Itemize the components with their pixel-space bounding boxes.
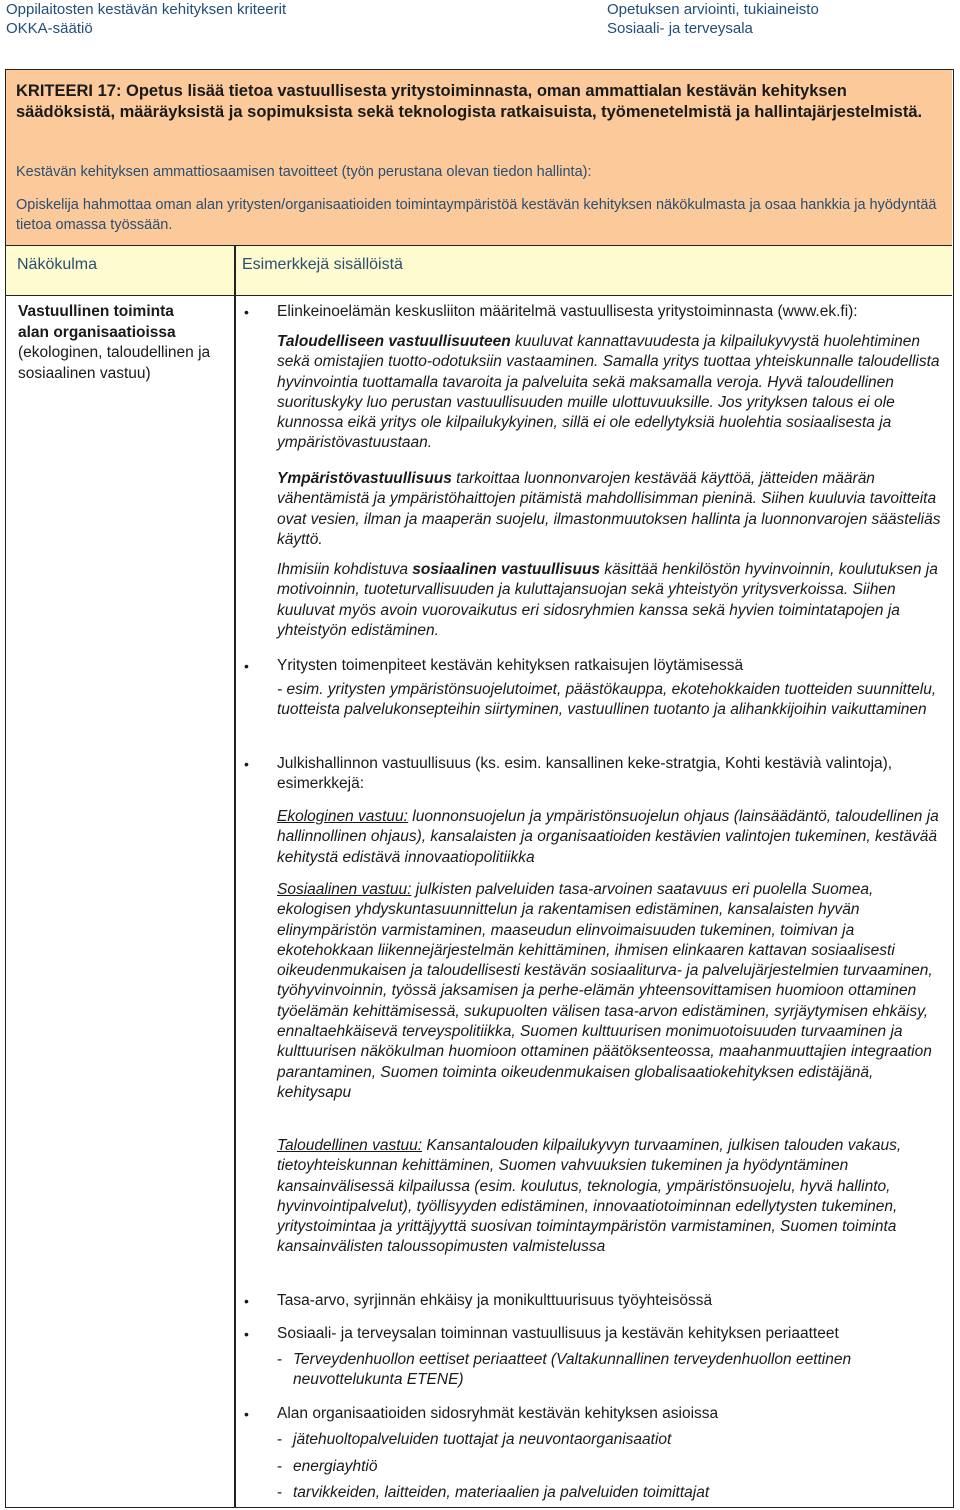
perspective-title-line2: alan organisaatioissa [18, 323, 176, 341]
paragraph-social-responsibility [277, 560, 947, 641]
criterion-table [5, 69, 954, 1508]
paragraph-economic-public [277, 1136, 947, 1258]
criterion-title: KRITEERI 17: Opetus lisää tietoa vastuullisesta yritystoiminnasta, oman ammattialan kestävän kehityksen säädöksistä, määräyksistä ja sopimuksista sekä teknologista ratkaisuista, työmenetelmistä ja hallintajärjestelmistä. [16, 82, 923, 121]
bullet-public-administration: Julkishallinnon vastuullisuus (ks. esim. kansallinen keke-stratgia, Kohti kestävià valintoja), esimerkkejä: [277, 755, 893, 793]
dash-marker: - [277, 1484, 283, 1501]
header-left [6, 0, 286, 38]
paragraph-ecological-responsibility [277, 807, 947, 868]
column-header-row [6, 246, 952, 296]
text-social: käsittää henkilöstön hyvinvoinnin, koulutuksen ja motivoinnin, tuoteturvallisuuden ja kuluttajansuojan sekä yhteistyön yritysverkoissa. Siihen kuuluvat myös avoin vuorovaikutus eri sidosryhmien kanssa sekä hyvien toimintatapojen ja yhteistyön edistäminen. [277, 561, 938, 639]
bullet-ek-definition: Elinkeinoelämän keskusliiton määritelmä vastuullisesta yritystoiminnasta (www.ek.fi): [277, 303, 858, 320]
bullet-icon: • [244, 1406, 249, 1422]
bullet-healthcare-principles: Sosiaali- ja terveysalan toiminnan vastuullisuus ja kestävän kehityksen periaatteet [277, 1325, 839, 1342]
bullet-icon: • [244, 756, 249, 772]
column-header-perspective: Näkökulma [17, 256, 98, 273]
bullet-stakeholders: Alan organisaatioiden sidosryhmät kestävän kehityksen asioissa [277, 1405, 719, 1422]
label-ecological: Ekologinen vastuu: [277, 808, 408, 825]
bullet-icon: • [244, 1293, 249, 1309]
goals-text: Opiskelija hahmottaa oman alan yritysten/organisaatioiden toimintaympäristöä kestävän kehityksen näkökulmasta ja osaa hankkia ja hyödyntää tietoa omassa työssään. [16, 197, 937, 233]
paragraph-economic-responsibility [277, 332, 947, 454]
header-doc-title: Oppilaitosten kestävän kehityksen kriteerit [6, 1, 287, 18]
label-economic: Taloudellinen vastuu: [277, 1137, 423, 1154]
perspective-detail: (ekologinen, taloudellinen ja sosiaalinen vastuu) [18, 344, 211, 382]
term-economic: Taloudelliseen vastuullisuuteen [277, 333, 511, 350]
goals-heading: Kestävän kehityksen ammattiosaamisen tavoitteet (työn perustana olevan tiedon hallinta): [16, 164, 592, 180]
page-header [0, 0, 960, 44]
text-economic: kuuluvat kannattavuudesta ja kilpailukyvystä huolehtiminen sekä omistajien tuotto-odotuksiin vastaaminen. Samalla yritys tuottaa yhteiskunnalle taloudellista hyvinvointia tuottamalla tavaroita ja palveluita sekä maksamalla veroja. Hyvä taloudellinen suorituskyky luo perustan vastuullisuuden muille ulottuvuuksille. Jos yrityksen talous ei ole kunnossa eikä yritys ole kilpailukykyinen, sillä ei ole edellytyksiä huolehtia sosiaalisesta ja ympäristövastuustaan. [277, 333, 940, 452]
header-organization: OKKA-säätiö [6, 20, 93, 37]
column-divider [234, 246, 236, 1508]
paragraph-environmental-responsibility [277, 469, 947, 550]
dash-marker: - [277, 1351, 283, 1368]
text-social-public: julkisten palveluiden tasa-arvoinen saatavuus eri puolella Suomea, ekologisen yhdyskuntasuunnittelun ja rakentamisen edistäminen, kansalaisten hyvän elinympäristön varmistaminen, maaseudun elinvoimaisuuden tukeminen, toimivan ja ekotehokkaan liikennejärjestelmän kehittäminen, ihmisen elinkaaren kattavan sosiaalisesti oikeudenmukaisen ja taloudellisesti kestävän sosiaaliturva- ja palvelujärjestelmien turvaaminen, työhyvinvoinnin, työssä jaksamisen ja perhe-elämän yhteensovittamisen huomioon ottaminen työelämän kehittämisessä, sukupuolten välisen tasa-arvon edistäminen, syrjäytymisen ehkäisy, ennaltaehkäisevä terveyspolitiikka, Suomen kulttuurisen monimuotoisuuden turvaaminen ja kulttuurisen näkökulman huomioon ottaminen päätöksenteossa, maahanmuuttajien integraation parantaminen, Suomen toiminta oikeudenmukaisen globalisaatiokehityksen edistäjänä, kehitysapu [277, 881, 933, 1101]
perspective-cell [18, 302, 228, 384]
column-header-examples: Esimerkkejä sisällöistä [242, 256, 403, 273]
stakeholder-item: jätehuoltopalveluiden tuottajat ja neuvontaorganisaatiot [293, 1431, 672, 1448]
criterion-header-cell [6, 70, 952, 246]
healthcare-ethics: Terveydenhuollon eettiset periaatteet (Valtakunnallinen terveydenhuollon eettinen neuvottelukunta ETENE) [293, 1351, 852, 1389]
perspective-title-line1: Vastuullinen toiminta [18, 303, 174, 320]
bullet-icon: • [244, 304, 249, 320]
text-ecological: luonnonsuojelun ja ympäristönsuojelun ohjaus (lainsäädäntö, taloudellinen ja hallinnollinen ohjaus), kansalaisten ja organisaatioiden kestävien valintojen tukeminen, kestävää kehitystä edistävä innovaatiopolitiikka [277, 808, 939, 866]
header-section: Opetuksen arviointi, tukiaineisto [607, 1, 819, 18]
text-economic-public: Kansantalouden kilpailukyvyn turvaaminen, julkisen talouden vakaus, tietoyhteiskunnan kehittäminen, Suomen vahvuuksien tukeminen ja hyödyntäminen kansainvälisessä kilpailussa (esim. koulutus, teknologia, ympäristönsuojelu, hyvä hallinto, hyvinvointipalvelut), työllisyyden edistäminen, innovaatiotoiminnan edellytysten tukeminen, yritystoimintaa ja yrittäjyyttä suosivan toimintaympäristön varmistaminen, Suomen toiminta kansainvälisten taloussopimusten valmistelussa [277, 1137, 902, 1256]
header-field: Sosiaali- ja terveysala [607, 20, 753, 37]
text-social-pre: Ihmisiin kohdistuva [277, 561, 413, 578]
dash-marker: - [277, 1431, 283, 1448]
bullet-company-actions: Yritysten toimenpiteet kestävän kehityksen ratkaisujen löytämisessä [277, 657, 744, 674]
stakeholder-item: energiayhtiö [293, 1458, 378, 1475]
term-environmental: Ympäristövastuullisuus [277, 470, 452, 487]
company-actions-examples: - esim. yritysten ympäristönsuojelutoimet, päästökauppa, ekotehokkaiden tuotteiden suunnittelu, tuotteista palvelukonsepteihin siirtyminen, vastuullinen tuotanto ja alihankkijoihin vaikuttaminen [277, 681, 937, 719]
bullet-equality: Tasa-arvo, syrjinnän ehkäisy ja monikulttuurisuus työyhteisössä [277, 1292, 713, 1309]
dash-marker: - [277, 1458, 283, 1475]
text-environmental: tarkoittaa luonnonvarojen kestävää käyttöä, jätteiden määrän vähentämistä ja ympäristöhaittojen pitämistä mahdollisimman pieninä. Siihen kuuluvia tavoitteita ovat vesien, ilman ja maaperän suojelu, ilmastonmuutoksen hallinta ja luonnonvarojen säästeliäs käyttö. [277, 470, 941, 548]
bullet-icon: • [244, 658, 249, 674]
term-social: sosiaalinen vastuullisuus [412, 561, 601, 578]
bullet-icon: • [244, 1326, 249, 1342]
header-right [607, 0, 819, 38]
label-social: Sosiaalinen vastuu: [277, 881, 412, 898]
paragraph-social-public [277, 880, 947, 1103]
stakeholder-item: tarvikkeiden, laitteiden, materiaalien ja palveluiden toimittajat [293, 1484, 710, 1501]
